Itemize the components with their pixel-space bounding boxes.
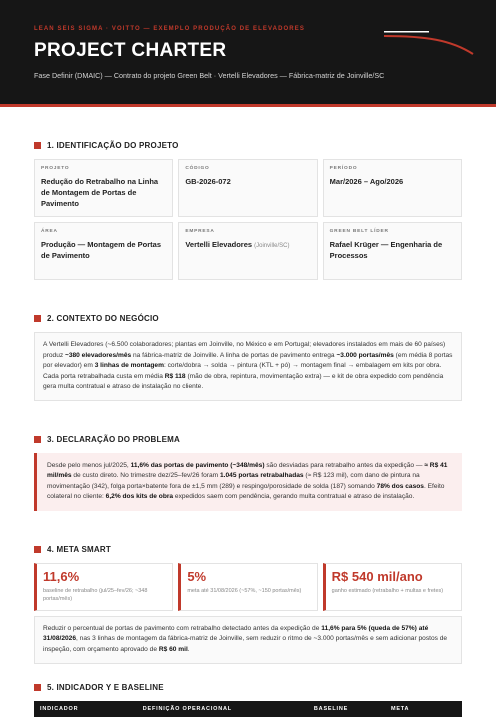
column-header: META — [390, 705, 410, 712]
metrics-grid — [34, 563, 462, 611]
column-header: DEFINIÇÃO OPERACIONAL — [142, 705, 232, 712]
problem-text: são desviadas para retrabalho antes da expedição — — [264, 461, 425, 469]
card-label: PROJETO — [41, 166, 70, 171]
context-text: : corte/dobra → solda → pintura (KTL + pó) → montagem final → embalagem em kits por obra. Cada porta retrabalhada custa em média — [43, 362, 442, 380]
card-label: ÁREA — [41, 229, 58, 234]
metric-value: 11,6% — [43, 568, 80, 584]
project-code: GB-2026-072 — [185, 177, 231, 186]
problem-statement — [34, 453, 462, 511]
problem-highlight: 78% dos casos — [376, 482, 424, 490]
section-title: 1. IDENTIFICAÇÃO DO PROJETO — [47, 141, 179, 150]
identification-grid-2 — [34, 222, 462, 280]
company-name: Vertelli Elevadores — [185, 240, 253, 249]
eyebrow: LEAN SEIS SIGMA · VOITTO — EXEMPLO PRODUÇÃO DE ELEVADORES — [34, 26, 305, 32]
project-card — [34, 159, 173, 217]
table-header-row — [34, 701, 462, 717]
metric-description: ganho estimado (retrabalho + multas e fretes) — [331, 587, 444, 594]
indicator-table — [34, 701, 462, 717]
metric-value: R$ 540 mil/ano — [331, 568, 423, 584]
code-card — [178, 159, 317, 217]
section-heading-context — [34, 314, 462, 323]
problem-highlight: ≈ R$ 41 mil/mês — [47, 461, 448, 480]
section-title: 3. DECLARAÇÃO DO PROBLEMA — [47, 434, 181, 444]
section-title: 4. META SMART — [47, 544, 111, 554]
section-heading-identification — [34, 141, 462, 150]
problem-text: . Efeito colateral no cliente: — [47, 482, 445, 501]
context-paragraph — [34, 332, 462, 401]
section-marker-icon — [34, 684, 41, 691]
decorative-curve-icon — [381, 28, 476, 58]
context-highlight: ~380 elevadores/mês — [65, 351, 132, 359]
problem-text: (≈ R$ 123 mil), com dano de pintura na movimentação (342), folga porta×batente fora de ±1,5 mm (289) e respingo/porosidade de solda (187) somando — [47, 472, 420, 490]
goal-text: Reduzir o percentual de portas de pavimento com retrabalho detectado antes da expedição de — [43, 624, 322, 632]
column-header: BASELINE — [313, 705, 349, 712]
metric-description: baseline de retrabalho (jul/25–fev/26; ~348 portas/mês) — [43, 587, 148, 602]
card-label: GREEN BELT LÍDER — [329, 229, 389, 234]
problem-text: de custo direto. No trimestre dez/25–fev/26 foram — [71, 472, 220, 480]
target-metric — [178, 563, 317, 611]
area-card — [34, 222, 173, 280]
goal-text: . — [187, 646, 190, 654]
problem-text: Desde pelo menos jul/2025, — [47, 461, 131, 469]
page-header — [0, 0, 496, 104]
section-title: 5. INDICADOR Y E BASELINE — [47, 682, 164, 692]
context-text: (mão de obra, repintura, movimentação extra) — e kit de obra expedido com pendência gera multa contratual e atraso de instalação no cliente. — [43, 372, 444, 391]
metric-value: 5% — [187, 568, 207, 584]
section-marker-icon — [34, 436, 41, 443]
gain-metric — [323, 563, 462, 611]
context-highlight: 3 linhas de montagem — [94, 362, 164, 370]
card-label: CÓDIGO — [185, 166, 210, 171]
section-marker-icon — [34, 142, 41, 149]
project-period: Mar/2026 – Ago/2026 — [329, 177, 404, 186]
section-marker-icon — [34, 546, 41, 553]
section-heading-smart-goal — [34, 545, 462, 554]
card-label: PERÍODO — [329, 166, 358, 171]
company-location: (Joinville/SC) — [254, 243, 290, 249]
section-heading-indicator — [34, 683, 462, 692]
column-header: INDICADOR — [40, 705, 79, 712]
baseline-metric — [34, 563, 173, 611]
leader-name: Rafael Krüger — Engenharia de Processos — [329, 240, 443, 260]
context-text: A Vertelli Elevadores (~6.500 colaboradores; plantas em Joinville, no México e em Portugal; elevadores instalados em mais de 60 países) produz — [43, 341, 446, 359]
context-highlight: ~3.000 portas/mês — [336, 351, 394, 359]
project-name: Redução do Retrabalho na Linha de Montagem de Portas de Pavimento — [41, 177, 159, 208]
goal-text: , nas 3 linhas de montagem da fábrica-matriz de Joinville, sem reduzir o ritmo de ~3.000 portas/mês e sem adicionar postos de inspeção, com orçamento aprovado de — [43, 635, 448, 654]
company-card — [178, 222, 317, 280]
goal-highlight: R$ 60 mil — [158, 646, 188, 654]
section-title: 2. CONTEXTO DO NEGÓCIO — [47, 314, 159, 323]
goal-highlight: 11,6% para 5% (queda de 57%) até 31/08/2026 — [43, 624, 429, 643]
leader-card — [323, 222, 462, 280]
page-subtitle: Fase Definir (DMAIC) — Contrato do projeto Green Belt · Vertelli Elevadores — Fábrica-matriz de Joinville/SC — [34, 71, 385, 80]
period-card — [323, 159, 462, 217]
context-highlight: R$ 118 — [164, 372, 186, 380]
section-marker-icon — [34, 315, 41, 322]
page-title: PROJECT CHARTER — [34, 40, 227, 61]
section-heading-problem — [34, 435, 462, 444]
context-text: na fábrica-matriz de Joinville. A linha de portas de pavimento entrega — [131, 351, 337, 359]
problem-highlight: 1.045 portas retrabalhadas — [220, 472, 304, 480]
card-label: EMPRESA — [185, 229, 215, 234]
problem-highlight: 11,6% das portas de pavimento (~348/mês) — [130, 461, 265, 469]
project-area: Produção — Montagem de Portas de Pavimento — [41, 240, 162, 260]
main-content — [0, 141, 496, 717]
smart-goal-paragraph — [34, 616, 462, 664]
problem-highlight: 6,2% dos kits de obra — [105, 493, 174, 501]
identification-grid — [34, 159, 462, 217]
context-text: (em média 8 portas por elevador) em — [43, 351, 453, 370]
problem-text: expedidos saem com pendência, gerando multa contratual e atraso de instalação. — [173, 493, 415, 501]
metric-description: meta até 31/08/2026 (~57%, ~150 portas/mês) — [187, 587, 302, 594]
header-accent-bar — [0, 104, 496, 107]
company-value — [185, 240, 310, 251]
